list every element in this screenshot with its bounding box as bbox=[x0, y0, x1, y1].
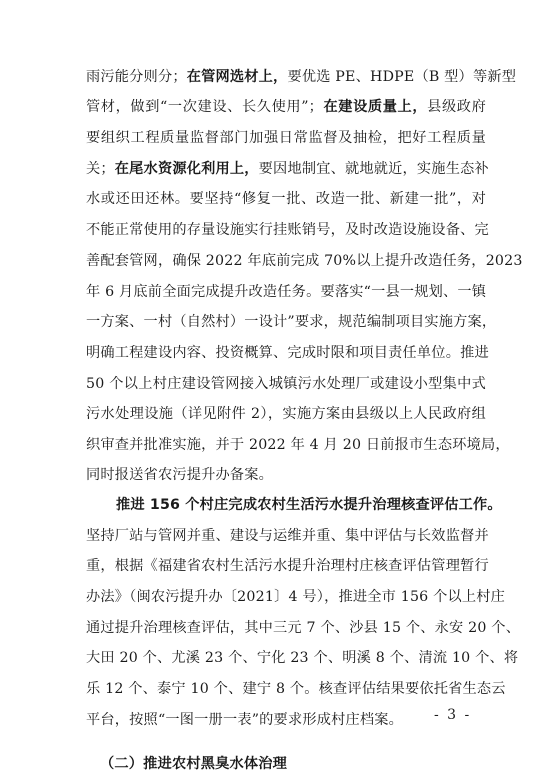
text-segment: 50 个以上村庄建设管网接入城镇污水处理厂或建设小型集中式 bbox=[86, 376, 486, 392]
text-segment: 善配套管网，确保 2022 年底前完成 70%以上提升改造任务，2023 bbox=[86, 253, 523, 269]
text-segment: 坚持厂站与管网并重、建设与运维并重、集中评估与长效监督并 bbox=[86, 528, 489, 544]
text-segment: 县级政府 bbox=[427, 99, 486, 115]
paragraph-line bbox=[86, 588, 506, 606]
text-segment: 年 6 月底前全面完成提升改造任务。要落实“一县一规划、一镇 bbox=[86, 284, 487, 300]
paragraph-line bbox=[86, 375, 486, 393]
bold-text-segment: 在建设质量上， bbox=[323, 99, 428, 115]
text-segment: 大田 20 个、尤溪 23 个、宁化 23 个、明溪 8 个、清流 10 个、将 bbox=[86, 650, 519, 666]
text-segment: 明确工程建设内容、投资概算、完成时限和项目责任单位。推进 bbox=[86, 345, 489, 361]
paragraph-line bbox=[86, 619, 521, 637]
text-segment: 重，根据《福建省农村生活污水提升治理村庄核查评估管理暂行 bbox=[86, 558, 489, 574]
paragraph-line bbox=[86, 711, 486, 729]
text-segment: 要因地制宜、就地就近，实施生态补 bbox=[258, 161, 489, 177]
paragraph-line bbox=[86, 527, 489, 545]
paragraph-line bbox=[86, 344, 489, 362]
text-segment: 污水处理设施（详见附件 2），实施方案由县级以上人民政府组 bbox=[86, 406, 486, 422]
paragraph-line bbox=[86, 129, 486, 147]
paragraph-line bbox=[86, 221, 489, 239]
bold-text-segment: 推进 156 个村庄完成农村生活污水提升治理核查评估工作。 bbox=[116, 497, 502, 513]
paragraph-line bbox=[86, 405, 486, 423]
text-segment: 织审查并批准实施，并于 2022 年 4 月 20 日前报市生态环境局， bbox=[86, 437, 510, 453]
bold-text-segment: 在管网选材上， bbox=[186, 69, 288, 85]
page-number: - 3 - bbox=[434, 707, 472, 723]
text-segment: 办法》（闽农污提升办〔2021〕4 号），推进全市 156 个以上村庄 bbox=[86, 589, 506, 605]
text-segment: 雨污能分则分； bbox=[86, 69, 187, 85]
text-segment: 要组织工程质量监督部门加强日常监督及抽检，把好工程质量 bbox=[86, 130, 486, 146]
paragraph-line bbox=[86, 190, 486, 208]
text-segment: 管材，做到“一次建设、长久使用”； bbox=[86, 99, 324, 115]
paragraph-line bbox=[86, 252, 523, 270]
paragraph-line bbox=[86, 466, 486, 484]
text-segment: 乐 12 个、泰宁 10 个、建宁 8 个。核查评估结果要依托省生态云 bbox=[86, 681, 506, 697]
paragraph-line bbox=[86, 649, 519, 667]
text-segment: 不能正常使用的存量设施实行挂账销号，及时改造设施设备、完 bbox=[86, 222, 489, 238]
paragraph-line bbox=[86, 283, 486, 301]
paragraph-line bbox=[86, 557, 489, 575]
text-segment: 同时报送省农污提升办备案。 bbox=[86, 467, 274, 483]
paragraph-line bbox=[86, 160, 489, 178]
paragraph-line bbox=[86, 98, 486, 116]
bold-text-segment: 在尾水资源化利用上， bbox=[114, 161, 259, 177]
text-segment: 一方案、一村（自然村）一设计”要求，规范编制项目实施方案， bbox=[86, 314, 497, 330]
section-heading: （二）推进农村黑臭水体治理 bbox=[100, 756, 288, 772]
paragraph-line bbox=[86, 68, 517, 86]
text-segment: 平台，按照“一图一册一表”的要求形成村庄档案。 bbox=[86, 712, 404, 728]
paragraph-lead-line bbox=[116, 496, 502, 514]
text-segment: 要优选 PE、HDPE（B 型）等新型 bbox=[287, 69, 517, 85]
paragraph-line bbox=[86, 436, 510, 454]
paragraph-line bbox=[86, 680, 506, 698]
text-segment: 关； bbox=[86, 161, 115, 177]
text-segment: 水或还田还林。要坚持“修复一批、改造一批、新建一批”，对 bbox=[86, 191, 486, 207]
paragraph-line bbox=[86, 313, 497, 331]
text-segment: 通过提升治理核查评估，其中三元 7 个、沙县 15 个、永安 20 个、 bbox=[86, 620, 521, 636]
